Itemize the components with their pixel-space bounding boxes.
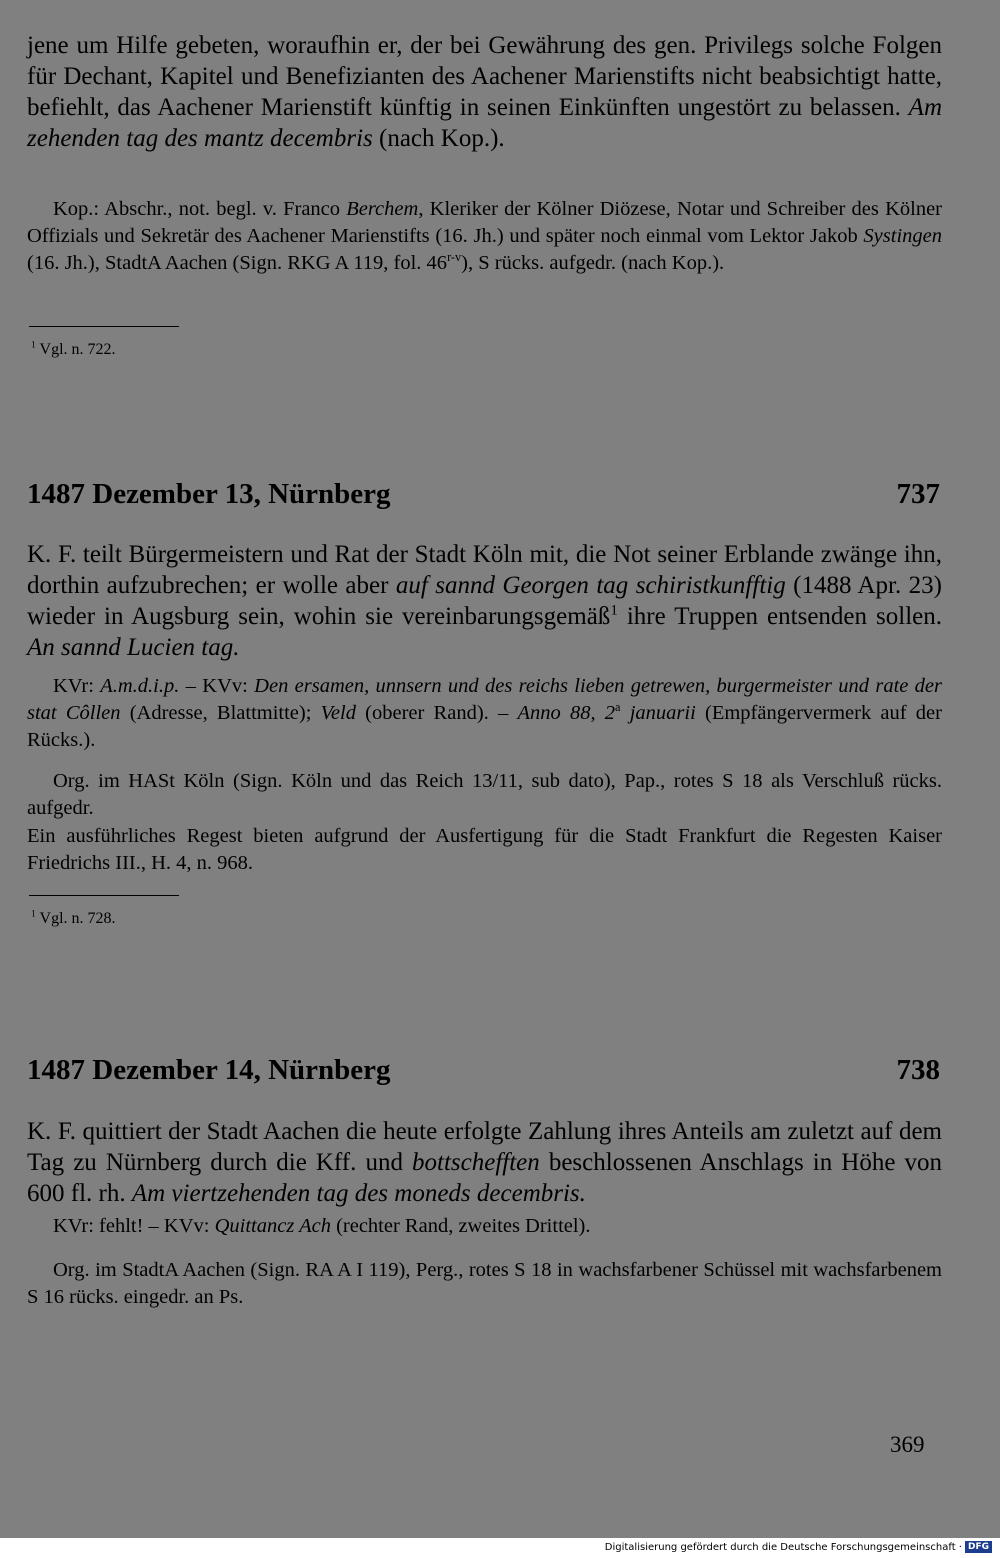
italic-text: An sannd Lucien tag. [27,634,240,661]
footnote-rule [29,895,179,896]
italic-text: A.m.d.i.p. [100,675,180,697]
text: Ein ausführliches Regest bieten aufgrund der Ausfertigung für die Stadt Frankfurt die Regesten Kaiser Friedrichs III., H. 4, n. 968. [27,825,942,874]
text: (16. Jh.), StadtA Aachen (Sign. RKG A 119, fol. 46 [27,252,448,274]
entry-number: 737 [896,478,940,510]
text: Org. im HASt Köln (Sign. Köln und das Reich 13/11, sub dato), Pap., rotes S 18 als Verschluß rücks. aufgedr. [27,770,942,819]
italic-text: Systingen [863,225,942,247]
text: (rechter Rand, zweites Drittel). [330,1215,591,1237]
italic-text: Am viertzehenden tag des moneds decembris. [131,1180,586,1207]
text: (nach Kop.). [372,125,505,152]
text: ihre Truppen entsenden sollen. [617,603,942,630]
text: Kop.: Abschr., not. begl. v. Franco [53,198,347,220]
italic-text: auf sannd Georgen tag schiristkunfftig [395,572,786,599]
superscript: a [615,700,621,715]
entry-number: 738 [896,1054,940,1086]
italic-text: Berchem [346,198,419,220]
copy-note [27,196,942,277]
text: , Kleriker der Kölner Diözese, Notar und Schreiber des Kölner Offizials und Sekretär des Aachener Marienstifts (16. Jh.) und später noch einmal vom Lektor Jakob [27,198,942,247]
text: KVr: [53,675,101,697]
text: K. F. quittiert der Stadt Aachen die heute erfolgte Zahlung ihres Anteils am zuletzt auf dem Tag zu Nürnberg durch die Kff. und [27,1118,942,1176]
superscript: r-v [447,250,462,265]
text: (Adresse, Blattmitte); [120,702,321,724]
text: (1488 Apr. 23) wieder in Augsburg sein, wohin sie vereinbarungsgemäß [27,572,942,630]
footer-text: Digitalisierung gefördert durch die Deutsche Forschungsgemeinschaft · [604,1542,962,1553]
footnote-number: 1 [31,908,36,920]
footnote-text: Vgl. n. 728. [35,910,116,927]
kanzleivermerk [27,673,942,754]
kanzleivermerk [27,1213,942,1240]
text: – KVv: [179,675,255,697]
footnote-text: Vgl. n. 722. [35,341,116,358]
text: (Empfängervermerk auf der Rücks.). [27,702,942,751]
text: (oberer Rand). – [355,702,518,724]
original-note [27,768,942,822]
text: beschlossenen Anschlags in Höhe von 600 fl. rh. [27,1149,942,1207]
page-number: 369 [890,1432,925,1457]
digitization-footer [0,1538,1000,1558]
entry-date-place: 1487 Dezember 14, Nürnberg [27,1054,391,1086]
footnote-rule [29,326,179,327]
entry-heading [27,477,940,511]
regest-paragraph [27,539,942,663]
italic-text: januarii [620,702,696,724]
entry-heading [27,1053,940,1087]
italic-text: Quittancz Ach [214,1215,331,1237]
regest-note [27,823,942,877]
footnote-ref: 1 [610,602,618,619]
italic-text: Anno 88, 2 [517,702,616,724]
text: Org. im StadtA Aachen (Sign. RA A I 119), Perg., rotes S 18 in wachsfarbener Schüssel mit wachsfarbenem S 16 rücks. eingedr. an Ps. [27,1259,942,1308]
entry-date-place: 1487 Dezember 13, Nürnberg [27,478,391,510]
continuation-paragraph [27,30,942,154]
footnote [31,909,946,929]
original-note [27,1257,942,1311]
italic-text: Am zehenden tag des mantz decembris [27,94,942,152]
italic-text: Den ersamen, unnsern und des reichs lieben getrewen, burgermeister und rate der stat Côllen [27,675,943,724]
text: ), S rücks. aufgedr. (nach Kop.). [461,252,725,274]
text: jene um Hilfe gebeten, woraufhin er, der bei Gewährung des gen. Privilegs solche Folgen für Dechant, Kapitel und Benefizianten des Aachener Marienstifts nicht beabsichtigt hatte, befiehlt, das Aachener Marienstift künftig in seinen Einkünften ungestört zu belassen. [27,32,942,121]
regest-paragraph [27,1116,942,1209]
text: KVr: fehlt! – KVv: [53,1215,215,1237]
italic-text: bottschefften [412,1149,540,1176]
italic-text: Veld [320,702,356,724]
text: K. F. teilt Bürgermeistern und Rat der Stadt Köln mit, die Not seiner Erblande zwänge ihn, dorthin aufzubrechen; er wolle aber [27,541,942,599]
dfg-logo: DFG [965,1541,992,1553]
footnote-number: 1 [31,339,36,351]
footnote [31,340,946,360]
